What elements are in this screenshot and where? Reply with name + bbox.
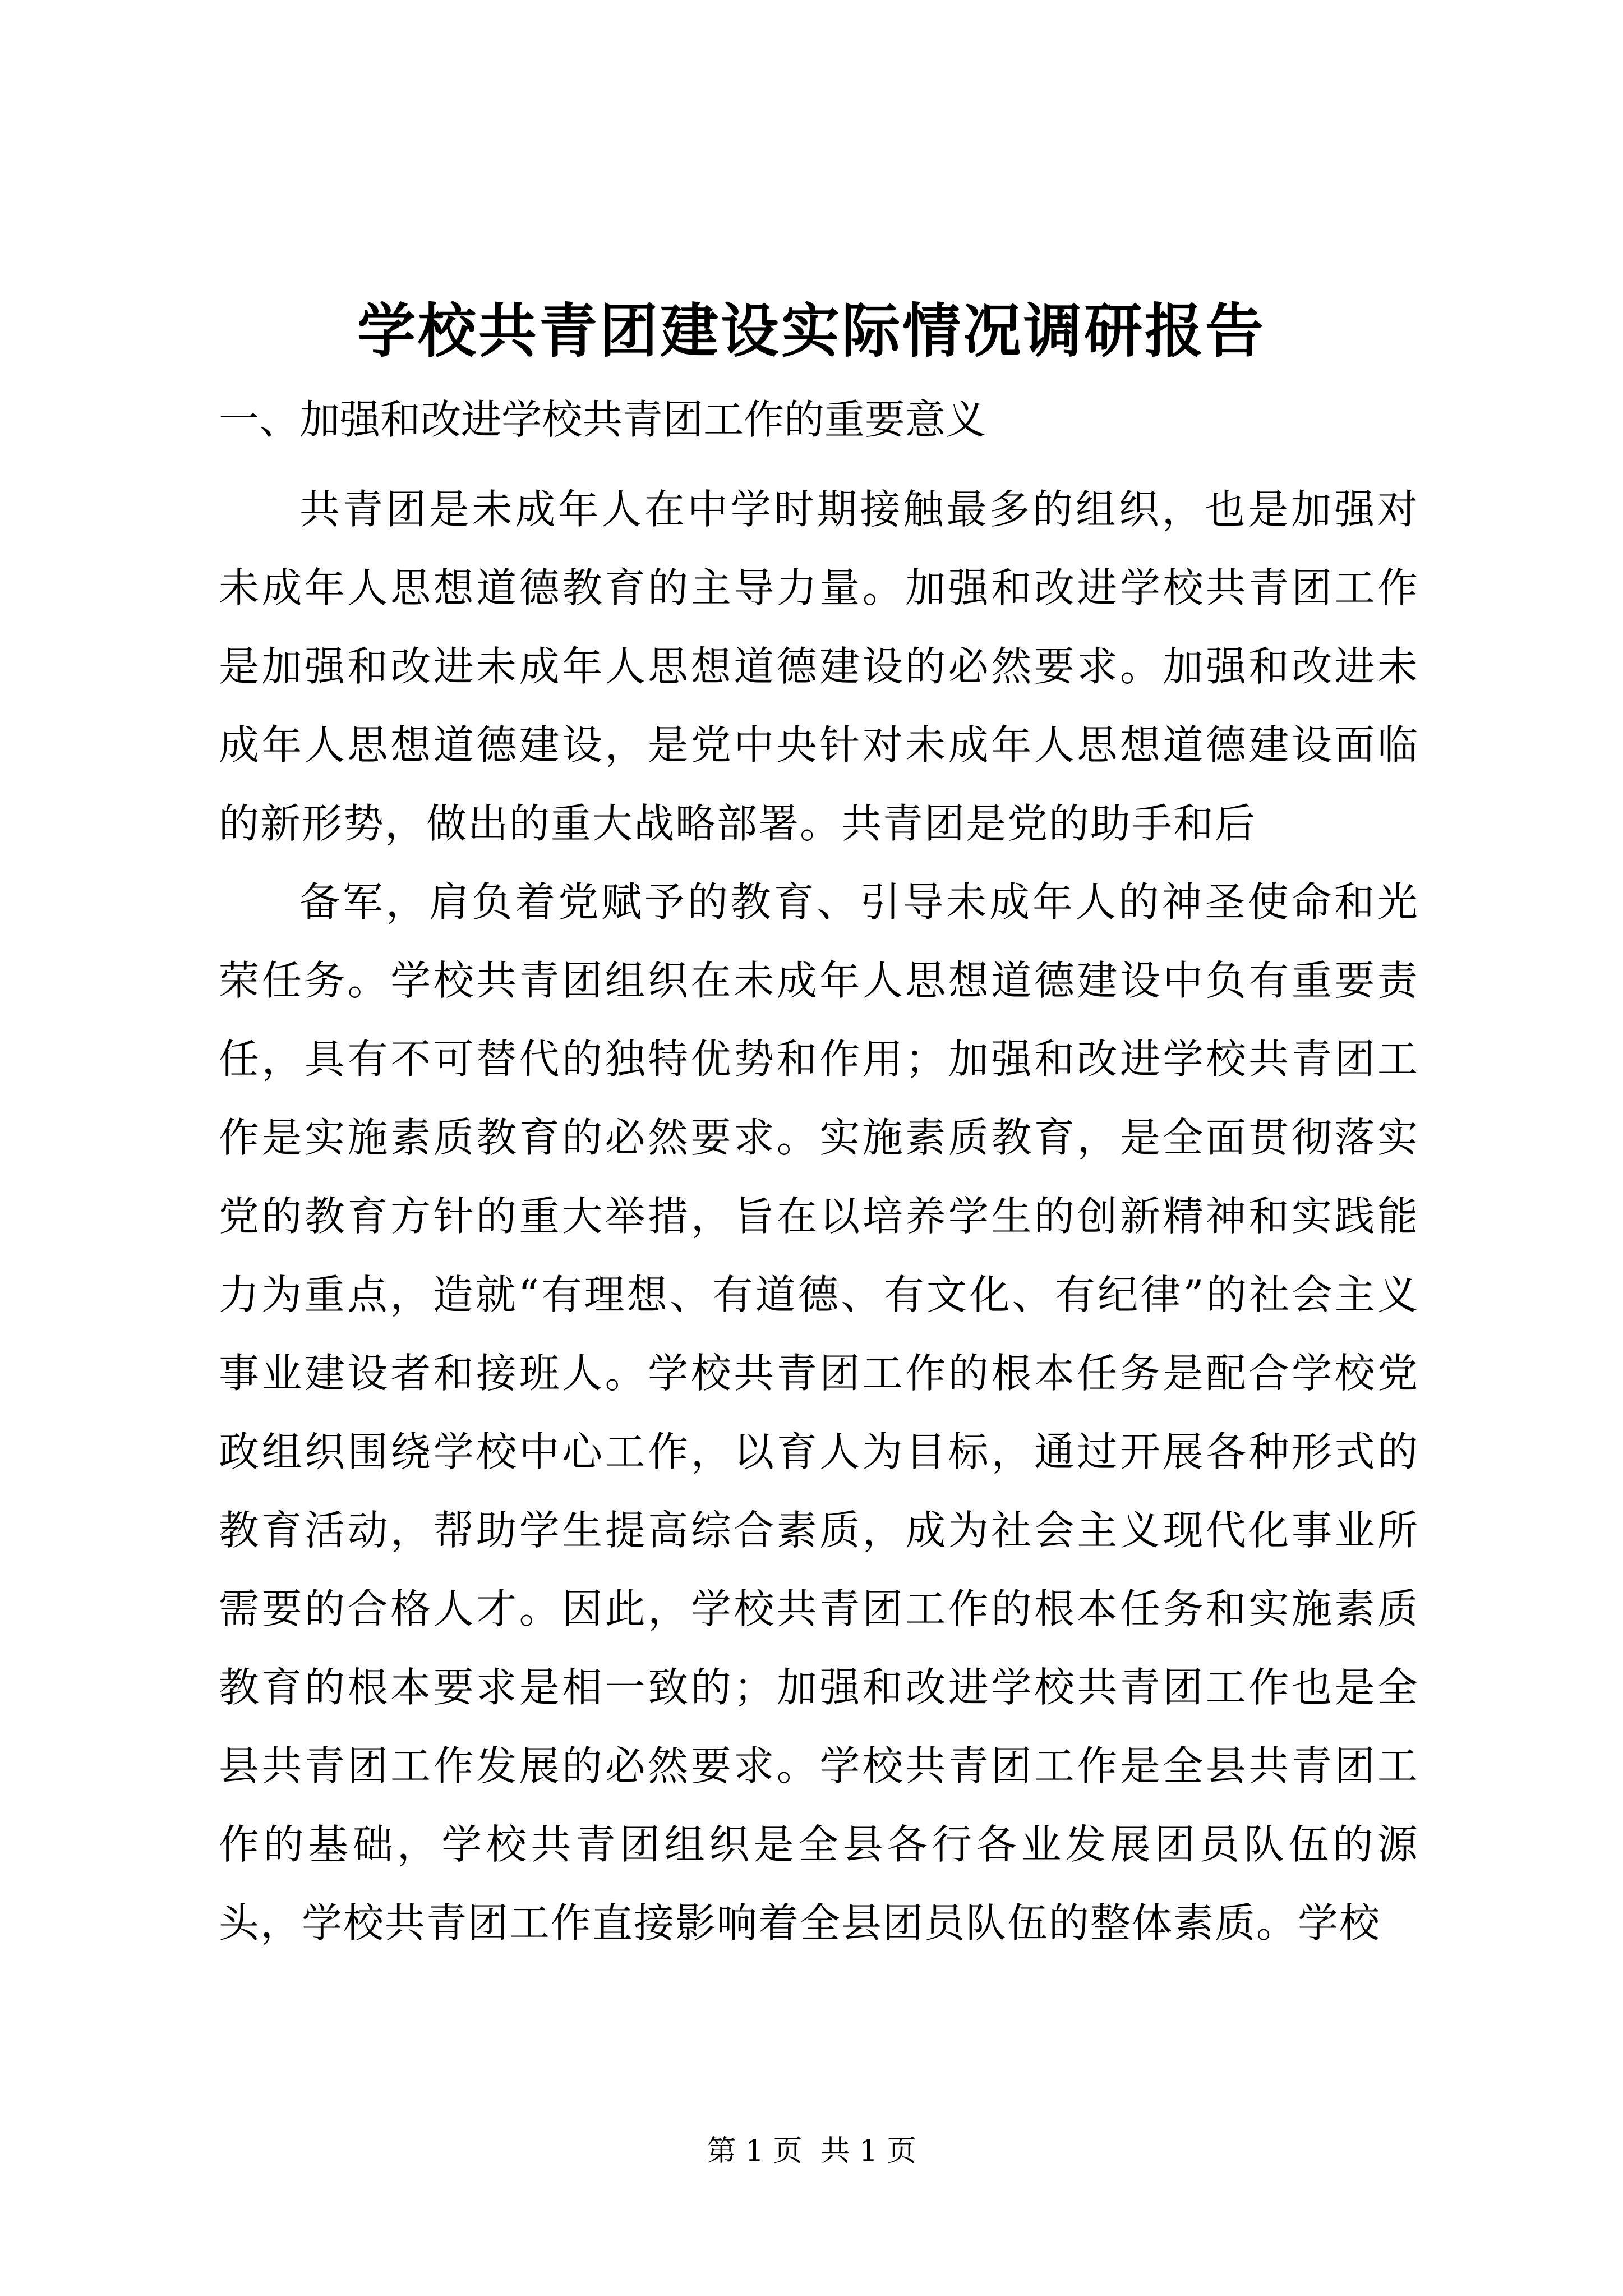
paragraph-1: 共青团是未成年人在中学时期接触最多的组织，也是加强对未成年人思想道德教育的主导力量。加强和改进学校共青团工作是加强和改进未成年人思想道德建设的必然要求。加强和改进未成年人思想道德建设，是党中央针对未成年人思想道德建设面临的新形势，做出的重大战略部署。共青团是党的助手和后 — [219, 486, 1419, 847]
page-footer: 第 1 页 共 1 页 — [707, 2134, 916, 2168]
paragraph-2: 备军，肩负着党赋予的教育、引导未成年人的神圣使命和光荣任务。学校共青团组织在未成年人思想道德建设中负有重要责任，具有不可替代的独特优势和作用；加强和改进学校共青团工作是实施素质教育的必然要求。实施素质教育，是全面贯彻落实党的教育方针的重大举措，旨在以培养学生的创新精神和实践能力为重点，造就“有理想、有道德、有文化、有纪律”的社会主义事业建设者和接班人。学校共青团工作的根本任务是配合学校党政组织围绕学校中心工作，以育人为目标，通过开展各种形式的教育活动，帮助学生提高综合素质，成为社会主义现代化事业所需要的合格人才。因此，学校共青团工作的根本任务和实施素质教育的根本要求是相一致的；加强和改进学校共青团工作也是全县共青团工作发展的必然要求。学校共青团工作是全县共青团工作的基础，学校共青团组织是全县各行各业发展团员队伍的源头，学校共青团工作直接影响着全县团员队伍的整体素质。学校 — [219, 878, 1419, 1947]
section-heading: 一、加强和改进学校共青团工作的重要意义 — [219, 396, 986, 443]
document-body — [219, 470, 1419, 1962]
document-title: 学校共青团建设实际情况调研报告 — [357, 296, 1266, 365]
